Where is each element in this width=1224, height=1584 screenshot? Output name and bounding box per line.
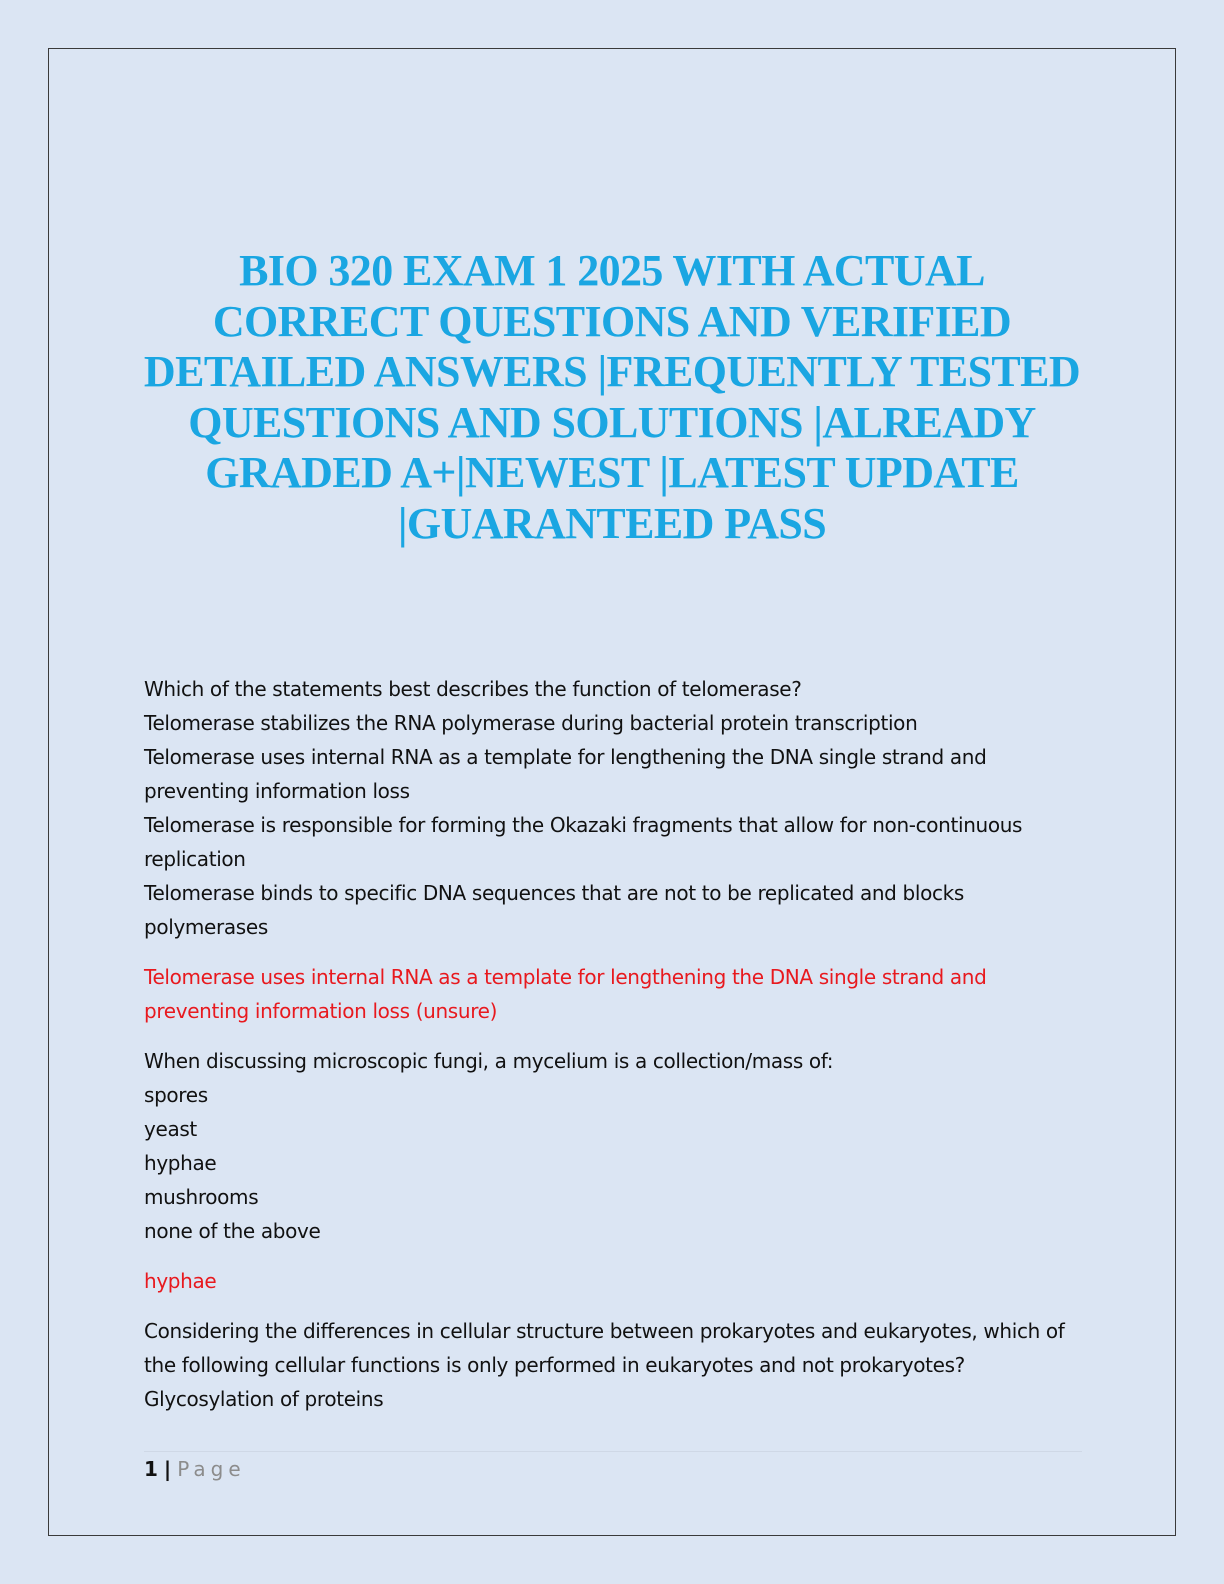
document-title [140, 246, 1084, 549]
page-footer [144, 1455, 246, 1483]
page-number: 1 [144, 1457, 158, 1481]
question-prompt: Considering the differences in cellular structure between prokaryotes and eukaryotes, which of [144, 1319, 1065, 1343]
title-line: QUESTIONS AND SOLUTIONS |ALREADY [188, 397, 1036, 447]
title-line: BIO 320 EXAM 1 2025 WITH ACTUAL [239, 246, 985, 295]
title-line: |GUARANTEED PASS [397, 498, 827, 548]
answer-option: Telomerase stabilizes the RNA polymerase during bacterial protein transcription [144, 711, 918, 735]
question-prompt: When discussing microscopic fungi, a mycelium is a collection/mass of: [144, 1049, 834, 1073]
question-1 [144, 672, 1080, 944]
answer-option: none of the above [144, 1219, 321, 1243]
answer-option-continuation: polymerases [144, 915, 268, 939]
question-3 [144, 1314, 1080, 1416]
title-line: CORRECT QUESTIONS AND VERIFIED [212, 296, 1012, 346]
answer-option: hyphae [144, 1151, 217, 1175]
answer-option: spores [144, 1083, 208, 1107]
answer-option-continuation: preventing information loss [144, 779, 410, 803]
answer-option: Telomerase is responsible for forming the Okazaki fragments that allow for non-continuous [144, 813, 1023, 837]
footer-separator: | [163, 1457, 172, 1481]
question-prompt-continuation: the following cellular functions is only performed in eukaryotes and not prokaryotes? [144, 1353, 965, 1377]
title-line: GRADED A+|NEWEST |LATEST UPDATE [205, 448, 1019, 497]
answer-option: mushrooms [144, 1185, 259, 1209]
answer-option: Glycosylation of proteins [144, 1387, 384, 1411]
correct-answer-text: preventing information loss (unsure) [144, 999, 498, 1023]
document-body [144, 672, 1080, 1432]
page-label: Page [177, 1457, 246, 1481]
footer-divider [144, 1451, 1082, 1452]
correct-answer-text: Telomerase uses internal RNA as a template for lengthening the DNA single strand and [144, 965, 987, 989]
correct-answer-2 [144, 1264, 1080, 1298]
question-2 [144, 1044, 1080, 1248]
answer-option: Telomerase uses internal RNA as a template for lengthening the DNA single strand and [144, 745, 987, 769]
title-line: DETAILED ANSWERS |FREQUENTLY TESTED [143, 347, 1081, 396]
answer-option-continuation: replication [144, 847, 246, 871]
answer-option: yeast [144, 1117, 197, 1141]
question-prompt: Which of the statements best describes the function of telomerase? [144, 677, 802, 701]
answer-option: Telomerase binds to specific DNA sequences that are not to be replicated and blocks [144, 881, 964, 905]
correct-answer-1 [144, 960, 1080, 1028]
correct-answer-text: hyphae [144, 1269, 217, 1293]
